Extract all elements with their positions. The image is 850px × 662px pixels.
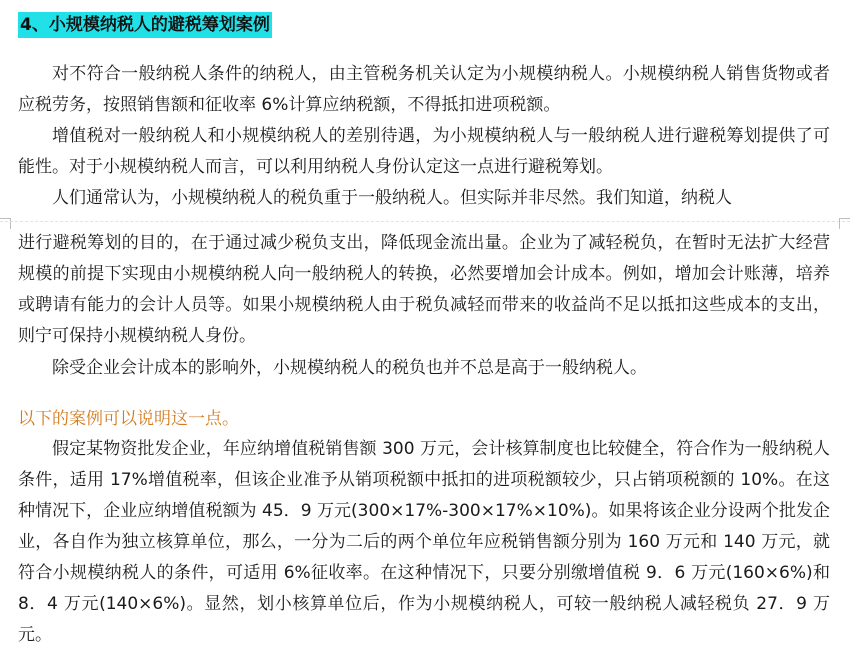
paragraph-tax-burden-line1: 人们通常认为，小规模纳税人的税负重于一般纳税人。但实际并非尽然。我们知道，纳税人 [52, 188, 732, 208]
paragraph-accounting-cost: 除受企业会计成本的影响外，小规模纳税人的税负也并不总是高于一般纳税人。 [52, 358, 647, 378]
paragraph-definition: 对不符合一般纳税人条件的纳税人，由主管税务机关认定为小规模纳税人。小规模纳税人销售货物或者应税劳务，按照销售额和征收率 6%计算应纳税额，不得抵扣进项税额。 [18, 64, 830, 115]
page-break-mark-left [0, 218, 11, 229]
case-subheading: 以下的案例可以说明这一点。 [18, 409, 239, 429]
paragraph-case-example: 假定某物资批发企业，年应纳增值税销售额 300 万元，会计核算制度也比较健全，符合作为一般纳税人条件，适用 17%增值税率，但该企业准予从销项税额中抵扣的进项税额较少，只占销项税额的 10%。在这种情况下，企业应纳增值税额为 45．9 万元(300×17%-300×17%×10%)。如果将该企业分设两个批发企业，各自作为独立核算单位，那么，一分为二后的两个单位年应税销售额分别为 160 万元和 140 万元，就符合小规模纳税人的条件，可适用 6%征收率。在这种情况下，只要分别缴增值税 9．6 万元(160×6%)和 8．4 万元(140×6%)。显然，划小核算单位后，作为小规模纳税人，可较一般纳税人减轻税负 27．9 万元。 [18, 439, 830, 645]
section-heading: 4、小规模纳税人的避税筹划案例 [18, 12, 272, 38]
page-break-line [0, 221, 850, 222]
paragraph-tax-burden-continued: 进行避税筹划的目的，在于通过减少税负支出，降低现金流出量。企业为了减轻税负，在暂时无法扩大经营规模的前提下实现由小规模纳税人向一般纳税人的转换，必然要增加会计成本。例如，增加会计账薄，培养或聘请有能力的会计人员等。如果小规模纳税人由于税负减轻而带来的收益尚不足以抵扣这些成本的支出，则宁可保持小规模纳税人身份。 [18, 233, 830, 346]
page-break-mark-right [839, 218, 850, 229]
paragraph-differential-treatment: 增值税对一般纳税人和小规模纳税人的差别待遇，为小规模纳税人与一般纳税人进行避税筹划提供了可能性。对于小规模纳税人而言，可以利用纳税人身份认定这一点进行避税筹划。 [18, 126, 830, 177]
